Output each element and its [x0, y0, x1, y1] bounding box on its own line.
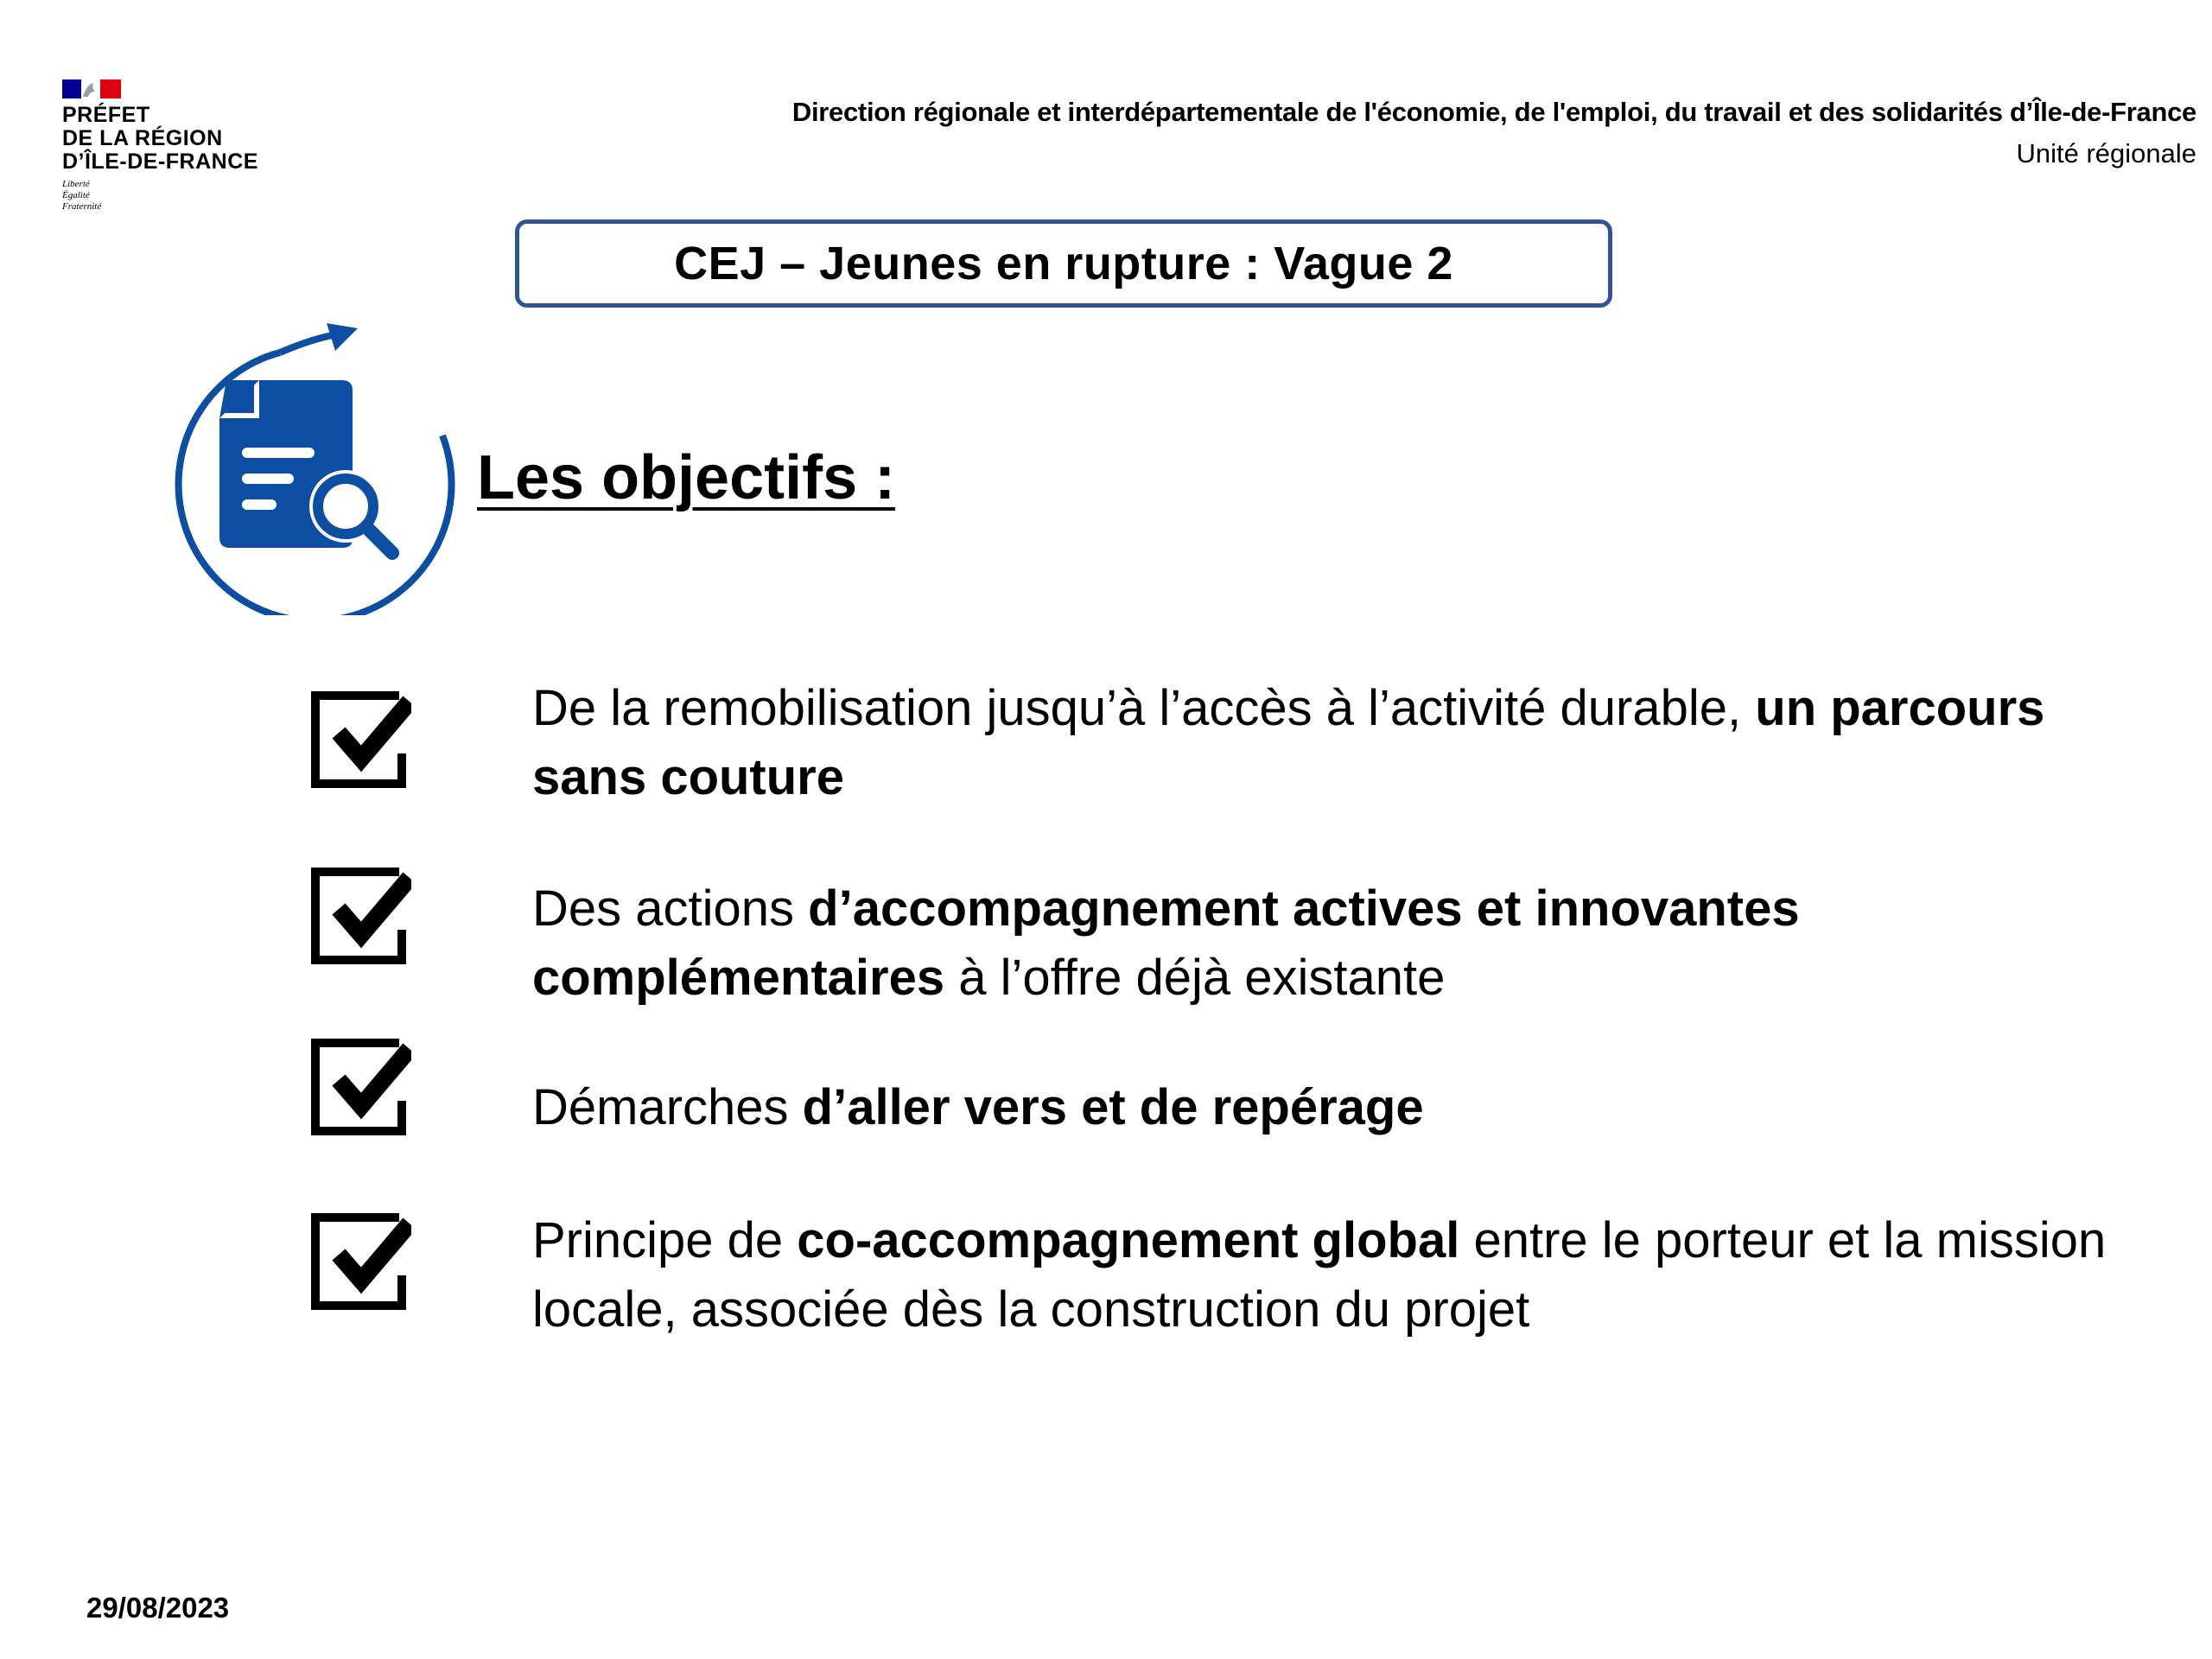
- banner-title: CEJ – Jeunes en rupture : Vague 2: [674, 238, 1453, 289]
- objective-4: Principe de co-accompagnement global entre le porteur et la mission locale, associée dès la construction du projet: [532, 1212, 2107, 1338]
- footer-date: 29/08/2023: [86, 1592, 230, 1624]
- unit-subtitle: Unité régionale: [2016, 138, 2196, 168]
- logo-motto-1: Liberté: [62, 179, 90, 189]
- logo-motto-2: Égalité: [62, 190, 90, 200]
- checkbox-checked-icon: [308, 688, 411, 791]
- document-search-icon: [157, 321, 458, 615]
- logo-line-3: D’ÎLE-DE-FRANCE: [62, 149, 258, 174]
- logo-motto-3: Fraternité: [62, 201, 102, 212]
- section-heading: Les objectifs :: [477, 443, 896, 512]
- title-banner: [515, 219, 1612, 308]
- direction-title: Direction régionale et interdépartementale de l'économie, de l'emploi, du travail et des solidarités d’Île-de-France: [791, 97, 2196, 127]
- objective-2: Des actions d’accompagnement actives et innovantes complémentaires à l’offre déjà existante: [532, 880, 1800, 1006]
- logo-line-2: DE LA RÉGION: [62, 126, 223, 150]
- objective-3: Démarches d’aller vers et de repérage: [532, 1079, 1424, 1135]
- checkbox-checked-icon: [308, 1035, 411, 1139]
- checkbox-checked-icon: [308, 1210, 411, 1313]
- objective-1: De la remobilisation jusqu’à l’accès à l’activité durable, un parcours sans couture: [532, 680, 2045, 805]
- checkbox-checked-icon: [308, 864, 411, 968]
- marianne-flag-icon: [62, 79, 121, 99]
- logo-line-1: PRÉFET: [62, 103, 150, 127]
- prefet-logo: [62, 79, 270, 226]
